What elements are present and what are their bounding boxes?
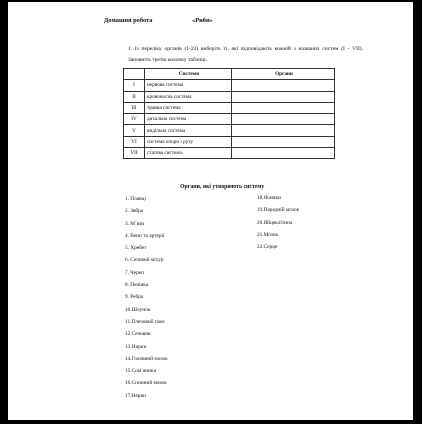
row-system: кровоносна система: [145, 91, 232, 102]
list-item: 7. Череп: [125, 269, 144, 276]
header-label: Домашня робота: [104, 17, 153, 24]
organs-list-left: [125, 193, 168, 402]
row-organs-cell[interactable]: [232, 91, 335, 102]
row-number: IV: [124, 114, 145, 125]
list-item: 4. Вени та артерії: [125, 232, 165, 239]
row-system: дихальна система: [145, 114, 232, 125]
table-row: [124, 102, 335, 113]
document-page: [8, 2, 413, 420]
list-item: 5. Хребет: [125, 245, 147, 252]
table-row: [124, 148, 335, 159]
document-header: [104, 17, 213, 24]
list-item: 19.Передній мозок: [257, 207, 300, 214]
list-item: 6. Сечовий міхур: [125, 257, 164, 264]
row-system: нервова система: [145, 80, 232, 91]
table-header-organs: Органи: [232, 69, 335, 80]
table-row: [124, 136, 335, 147]
row-system: система опори і руху: [145, 136, 232, 147]
row-organs-cell[interactable]: [232, 136, 335, 147]
row-number: V: [124, 125, 145, 136]
list-item: 11.Плечовий пояс: [125, 318, 166, 325]
table-row: [124, 125, 335, 136]
row-organs-cell[interactable]: [232, 102, 335, 113]
table-row: [124, 80, 335, 91]
organs-list-title: Органи, які утворюють систему: [180, 184, 265, 190]
list-item: 13.Нирки: [125, 343, 147, 350]
list-item: 8. Печінка: [125, 282, 149, 289]
row-number: III: [124, 102, 145, 113]
table-header-row: [124, 69, 335, 80]
row-system: травна система: [145, 102, 232, 113]
list-item: 1. Плавці: [125, 196, 146, 202]
list-item: 15.Сом`яники: [125, 368, 157, 375]
systems-table: [123, 68, 335, 159]
header-topic: «Риби»: [192, 17, 213, 24]
row-system: статева система.: [145, 148, 232, 159]
list-item: 9. Ребра: [125, 294, 144, 301]
list-item: 16.Спинний мозок: [125, 380, 167, 387]
list-item: 21.Мозок: [257, 231, 279, 238]
list-item: 3. М`язи: [125, 220, 145, 227]
list-item: 22.Серце: [257, 244, 278, 251]
list-item: 12.Сечовик: [125, 331, 151, 338]
list-item: 10.Шлунок: [125, 306, 151, 313]
row-number: VII: [124, 148, 145, 159]
list-item: 18.Ячники: [257, 195, 281, 201]
list-item: 14.Головний мозок: [125, 355, 168, 362]
row-organs-cell[interactable]: [232, 148, 335, 159]
row-organs-cell[interactable]: [232, 80, 335, 91]
row-system: видільна система: [145, 125, 232, 136]
row-organs-cell[interactable]: [232, 114, 335, 125]
list-item: 20.Яйцеклітина: [257, 219, 293, 226]
table-header-num: [124, 69, 145, 80]
organs-list-right: [257, 192, 299, 253]
task-instruction: 1. Із переліку органів (1-22) виберіть ті, які відповідають кожній з названих систем (І - VІІ). Заповніть третю колонку таблиці.: [128, 46, 363, 63]
row-number: I: [124, 80, 145, 91]
row-number: VI: [124, 136, 145, 147]
table-row: [124, 91, 335, 102]
list-item: 2. Зябра: [125, 208, 144, 215]
list-item: 17.Нерви: [125, 392, 146, 399]
row-organs-cell[interactable]: [232, 125, 335, 136]
row-number: II: [124, 91, 145, 102]
table-row: [124, 114, 335, 125]
table-header-systems: Системи: [145, 69, 232, 80]
